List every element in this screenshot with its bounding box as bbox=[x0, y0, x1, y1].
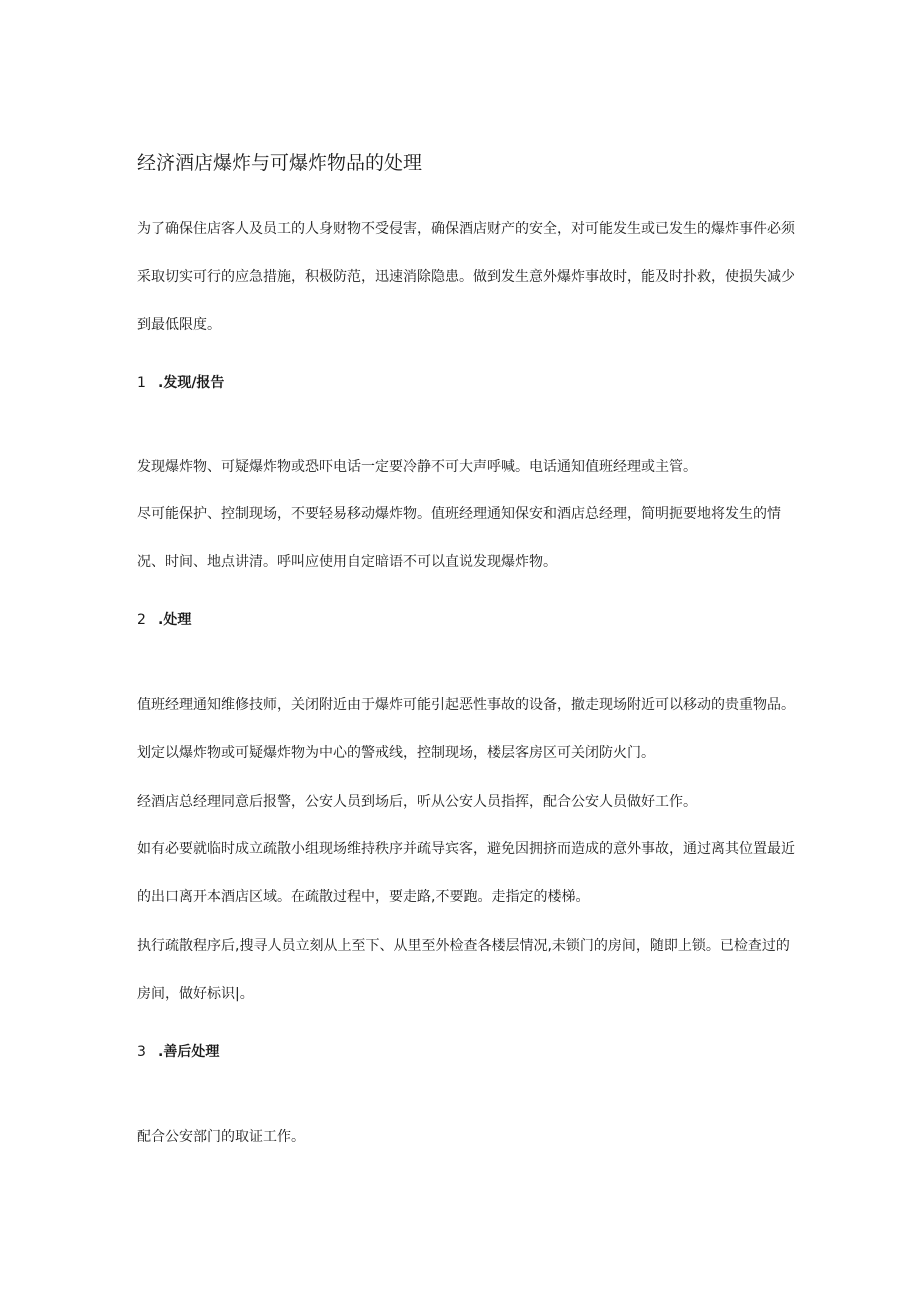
intro-paragraph: 为了确保住店客人及员工的人身财物不受侵害，确保酒店财产的安全，对可能发生或已发生的爆炸事件必须采取切实可行的应急措施，积极防范，迅速消除隐患。做到发生意外爆炸事故时，能及时扑救，使损失减少到最低限度。 bbox=[137, 221, 795, 333]
section-heading-3 bbox=[137, 1042, 219, 1062]
section-number: 2 bbox=[137, 612, 146, 628]
paragraph: 发现爆炸物、可疑爆炸物或恐吓电话一定要冷静不可大声呼喊。电话通知值班经理或主管。 bbox=[137, 459, 697, 475]
paragraph: 值班经理通知维修技师，关闭附近由于爆炸可能引起恶性事故的设备，撤走现场附近可以移动的贵重物品。 bbox=[137, 697, 795, 713]
section-heading-1 bbox=[137, 373, 224, 393]
document-title: 经济酒店爆炸与可爆炸物品的处理 bbox=[137, 152, 423, 174]
paragraph: 经酒店总经理同意后报警，公安人员到场后，听从公安人员指挥，配合公安人员做好工作。 bbox=[137, 794, 697, 810]
paragraph: 如有必要就临时成立疏散小组现场维持秩序并疏导宾客，避免因拥挤而造成的意外事故，通过离其位置最近的出口离开本酒店区域。在疏散过程中，要走路,不要跑。走指定的楼梯。 bbox=[137, 841, 795, 905]
section-number: 3 bbox=[137, 1044, 146, 1060]
section-number: 1 bbox=[137, 375, 146, 391]
paragraph: 执行疏散程序后,搜寻人员立刻从上至下、从里至外检查各楼层情况,未锁门的房间，随即上锁。已检查过的房间，做好标识|。 bbox=[137, 938, 790, 1002]
paragraph: 配合公安部门的取证工作。 bbox=[137, 1129, 305, 1145]
section-title: .善后处理 bbox=[158, 1044, 220, 1060]
paragraph: 尽可能保护、控制现场，不要轻易移动爆炸物。值班经理通知保安和酒店总经理，简明扼要地将发生的情况、时间、地点讲清。呼叫应使用自定暗语不可以直说发现爆炸物。 bbox=[137, 506, 781, 570]
paragraph: 划定以爆炸物或可疑爆炸物为中心的警戒线，控制现场，楼层客房区可关闭防火门。 bbox=[137, 745, 655, 761]
section-title: .发现/报告 bbox=[158, 375, 225, 391]
section-heading-2 bbox=[137, 610, 191, 630]
section-title: .处理 bbox=[158, 612, 192, 628]
